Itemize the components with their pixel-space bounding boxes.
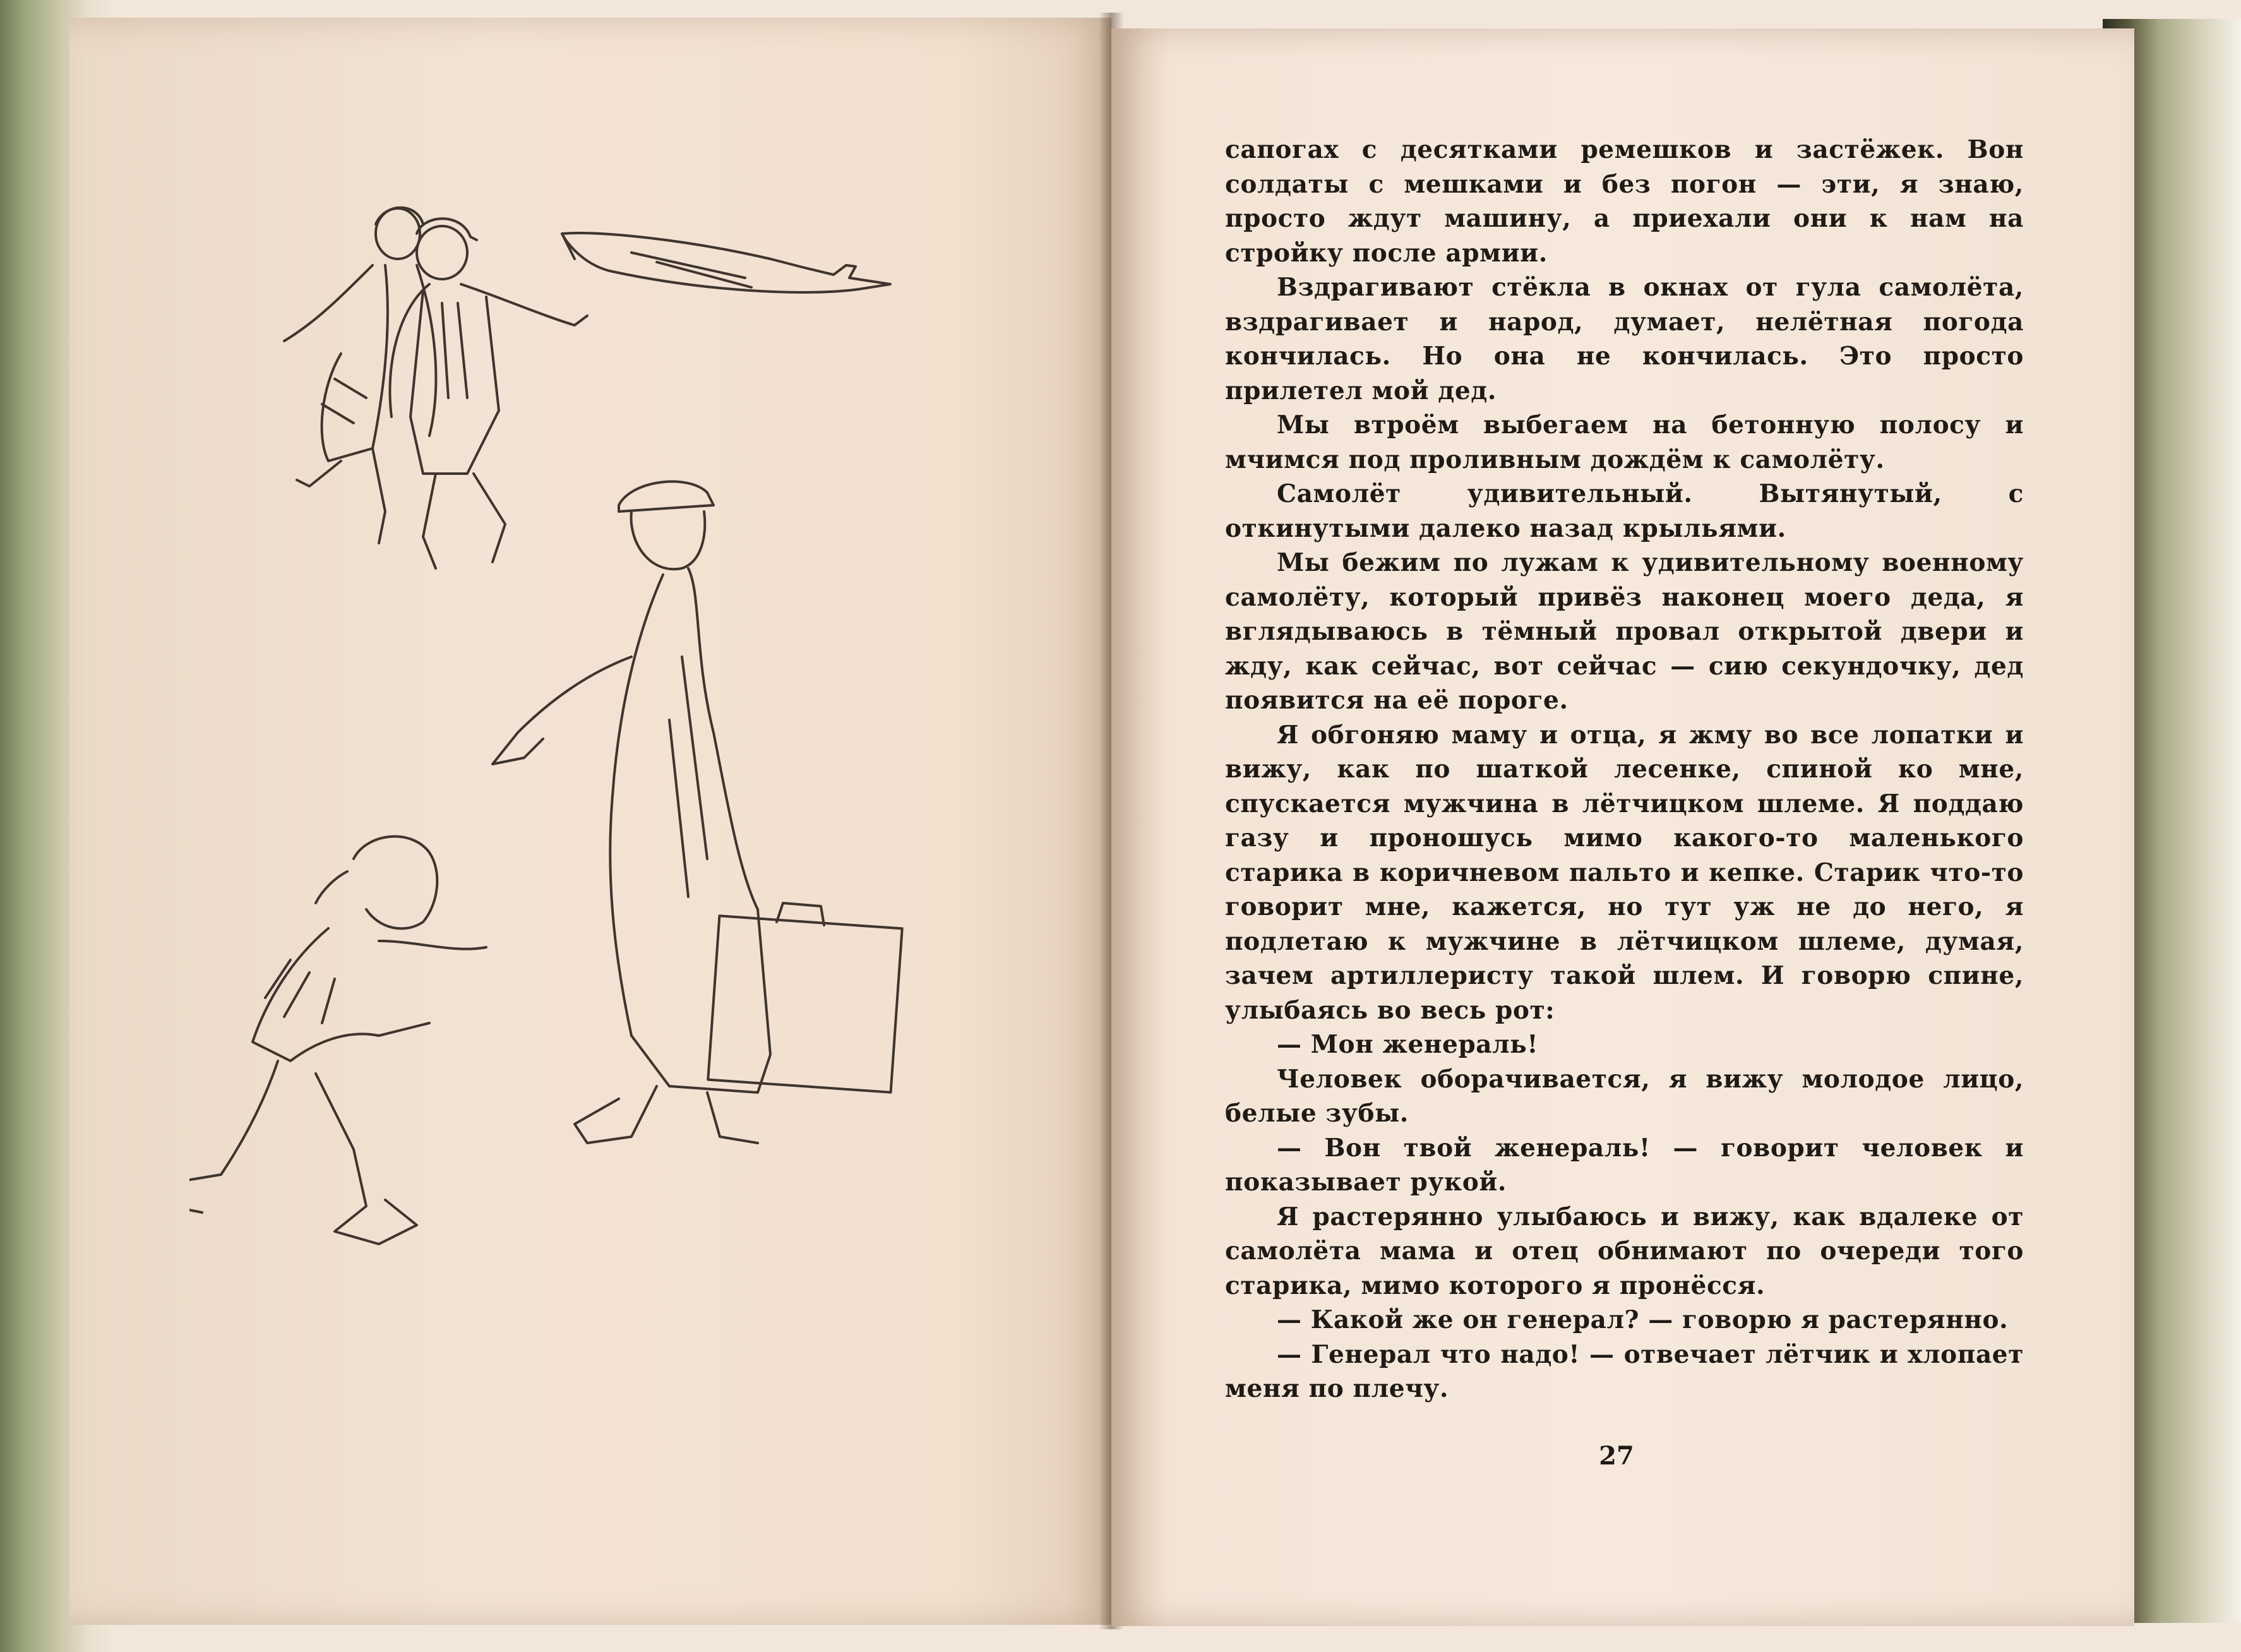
boy-running-drawing [189,837,486,1244]
paragraph: — Вон твой женераль! — говорит человек и показывает рукой. [1225,1133,2024,1197]
paragraph: Я обгоняю маму и отца, я жму во все лопатки и вижу, как по шаткой лесенке, спиной ко мне, спускается мужчина в лётчицком шлеме. Я поддаю газу и проношусь мимо какого-то маленького старика в коричневом пальто и кепке. Старик что-то говорит мне, кажется, но тут уж не до него, я подлетаю к мужчине в лётчицком шлеме, думая, зачем артиллеристу такой шлем. И говорю спине, улыбаясь во весь рот: [1225,720,2024,1025]
page-text [1225,133,2024,1406]
airplane-drawing [562,233,890,292]
paragraph: Самолёт удивительный. Вытянутый, с откинутыми далеко назад крыльями. [1225,479,2024,543]
page-number: 27 [1599,1441,1634,1471]
paragraph: сапогах с десятками ремешков и застёжек. Вон солдаты с мешками и без погон — эти, я знаю, просто ждут машину, а приехали они к нам на стройку после армии. [1225,135,2024,268]
paragraph: Мы втроём выбегаем на бетонную полосу и мчимся под проливным дождём к самолёту. [1225,410,2024,474]
paragraph: Мы бежим по лужам к удивительному военному самолёту, который привёз наконец моего деда, я вглядываюсь в тёмный провал открытой двери и жду, как сейчас, вот сейчас — сию секундочку, дед появится на её пороге. [1225,548,2024,715]
paragraph: — Генерал что надо! — отвечает лётчик и хлопает меня по плечу. [1225,1339,2024,1403]
paragraph: Человек оборачивается, я вижу молодое лицо, белые зубы. [1225,1064,2024,1128]
paragraph: Я растерянно улыбаюсь и вижу, как вдалеке от самолёта мама и отец обнимают по очереди того старика, мимо которого я пронёсся. [1225,1202,2024,1300]
paragraph: — Какой же он генерал? — говорю я растерянно. [1277,1305,2009,1334]
old-man-with-suitcase-drawing [493,482,902,1143]
illustration [189,171,1010,1421]
paragraph: — Мон женераль! [1277,1030,1539,1059]
woman-running-drawing [284,208,436,543]
paragraph: Вздрагивают стёкла в окнах от гула самолёта, вздрагивает и народ, думает, нелётная погода кончилась. Но она не кончилась. Это просто прилетел мой дед. [1225,273,2024,405]
